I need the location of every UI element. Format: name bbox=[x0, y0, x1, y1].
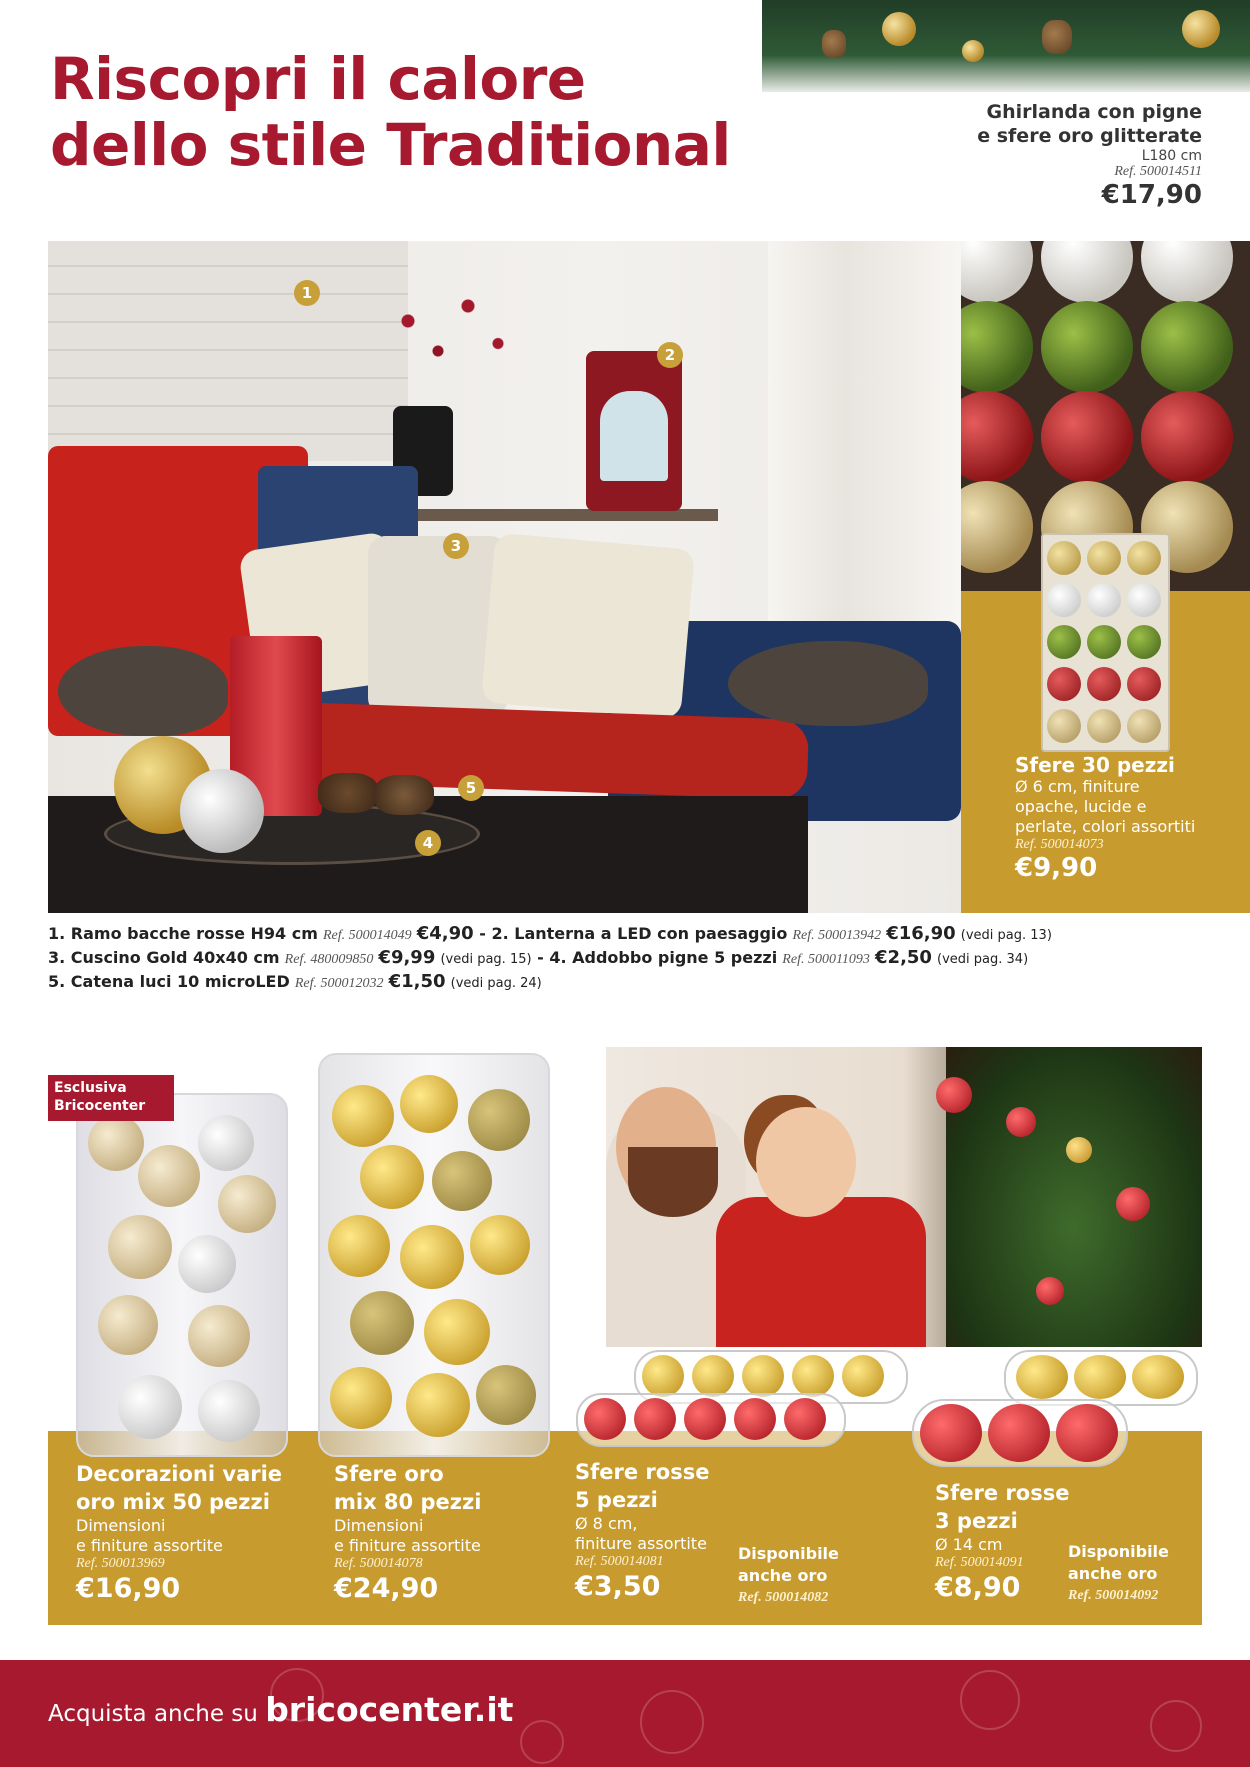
jar-gold-balls-image bbox=[318, 1053, 550, 1457]
footer-bar bbox=[0, 1660, 1250, 1767]
product-2-name-1: Sfere oro bbox=[334, 1462, 444, 1486]
legend-item3-name: 3. Cuscino Gold 40x40 cm bbox=[48, 948, 280, 967]
product-2-desc-1: Dimensioni bbox=[334, 1516, 424, 1535]
product-3-availability bbox=[738, 1543, 839, 1609]
exclusive-badge bbox=[48, 1075, 174, 1121]
product-1-ref: Ref. 500013969 bbox=[76, 1556, 165, 1571]
title-line-1: Riscopri il calore bbox=[50, 45, 586, 113]
jar-decorations-image bbox=[76, 1093, 288, 1457]
product-2-ref: Ref. 500014078 bbox=[334, 1556, 423, 1571]
product-1-desc-2: e finiture assortite bbox=[76, 1536, 223, 1555]
product-1-name-2: oro mix 50 pezzi bbox=[76, 1490, 270, 1514]
product-3-avail-2: anche oro bbox=[738, 1566, 828, 1585]
side-product-price: €9,90 bbox=[1015, 853, 1098, 883]
product-card-1 bbox=[76, 1460, 282, 1606]
product-1-desc-1: Dimensioni bbox=[76, 1516, 166, 1535]
marker-4: 4 bbox=[415, 830, 441, 856]
legend-item1-ref: Ref. 500014049 bbox=[323, 928, 412, 943]
product-4-name-2: 3 pezzi bbox=[935, 1509, 1018, 1533]
side-product-desc-2: opache, lucide e bbox=[1015, 797, 1147, 816]
product-4-ref: Ref. 500014091 bbox=[935, 1555, 1024, 1570]
badge-line-2: Bricocenter bbox=[54, 1098, 146, 1114]
legend-line-3 bbox=[48, 971, 1228, 995]
side-product-ref: Ref. 500014073 bbox=[1015, 837, 1104, 852]
legend-item4-note: (vedi pag. 34) bbox=[937, 952, 1029, 967]
product-3-desc-1: Ø 8 cm, bbox=[575, 1514, 638, 1533]
side-product-desc-3: perlate, colori assortiti bbox=[1015, 817, 1196, 836]
product-4-avail-1: Disponibile bbox=[1068, 1542, 1169, 1561]
legend-item4-name: 4. Addobbo pigne 5 pezzi bbox=[549, 948, 778, 967]
garland-dimension: L180 cm bbox=[1141, 148, 1202, 164]
legend-sep-2: - bbox=[531, 948, 550, 967]
legend-item3-ref: Ref. 480009850 bbox=[284, 952, 374, 967]
legend-line-1 bbox=[48, 923, 1228, 947]
marker-1: 1 bbox=[294, 280, 320, 306]
legend-item5-note: (vedi pag. 24) bbox=[450, 976, 542, 991]
product-3-name-1: Sfere rosse bbox=[575, 1460, 710, 1484]
side-product-text bbox=[1015, 753, 1195, 883]
garland-price: €17,90 bbox=[1101, 180, 1202, 210]
legend-item4-price: €2,50 bbox=[875, 947, 932, 968]
legend-item1-price: €4,90 bbox=[416, 923, 474, 944]
legend-item1-name: 1. Ramo bacche rosse H94 cm bbox=[48, 924, 318, 943]
badge-line-1: Esclusiva bbox=[54, 1080, 127, 1096]
legend-item4-ref: Ref. 500011093 bbox=[782, 952, 870, 967]
garland-name-2: e sfere oro glitterate bbox=[977, 125, 1202, 147]
legend-sep-1: - bbox=[473, 924, 492, 943]
product-3-desc-2: finiture assortite bbox=[575, 1534, 707, 1553]
gold-3-tube-image bbox=[1004, 1350, 1198, 1406]
page-title bbox=[50, 46, 731, 178]
side-product-name: Sfere 30 pezzi bbox=[1015, 753, 1175, 777]
product-3-avail-1: Disponibile bbox=[738, 1544, 839, 1563]
living-room-photo bbox=[48, 241, 961, 913]
product-1-name-1: Decorazioni varie bbox=[76, 1462, 283, 1486]
product-4-price: €8,90 bbox=[935, 1572, 1021, 1603]
legend-item2-name: 2. Lanterna a LED con paesaggio bbox=[491, 924, 788, 943]
product-1-price: €16,90 bbox=[76, 1573, 181, 1604]
ornament-box-image bbox=[1041, 533, 1170, 752]
product-3-price: €3,50 bbox=[575, 1571, 661, 1602]
legend-item5-price: €1,50 bbox=[388, 971, 446, 992]
garland-product-info bbox=[977, 100, 1202, 210]
garland-name-1: Ghirlanda con pigne bbox=[986, 101, 1202, 123]
red-3-tube-image bbox=[912, 1399, 1128, 1467]
product-3-name-2: 5 pezzi bbox=[575, 1488, 658, 1512]
product-card-4 bbox=[935, 1479, 1069, 1605]
product-card-2 bbox=[334, 1460, 481, 1606]
product-4-availability bbox=[1068, 1541, 1169, 1607]
product-3-ref: Ref. 500014081 bbox=[575, 1554, 664, 1569]
garland-image bbox=[762, 0, 1250, 92]
product-4-name-1: Sfere rosse bbox=[935, 1481, 1070, 1505]
legend-item5-ref: Ref. 500012032 bbox=[294, 976, 384, 991]
legend-item3-price: €9,99 bbox=[378, 947, 436, 968]
side-product-desc-1: Ø 6 cm, finiture bbox=[1015, 777, 1140, 796]
product-legend bbox=[48, 923, 1228, 995]
legend-item2-note: (vedi pag. 13) bbox=[960, 928, 1052, 943]
garland-ref: Ref. 500014511 bbox=[1114, 164, 1202, 179]
product-card-3 bbox=[575, 1458, 709, 1604]
marker-5: 5 bbox=[458, 775, 484, 801]
product-2-price: €24,90 bbox=[334, 1573, 439, 1604]
footer-site-link[interactable]: bricocenter.it bbox=[265, 1690, 514, 1729]
product-2-name-2: mix 80 pezzi bbox=[334, 1490, 482, 1514]
legend-item2-ref: Ref. 500013942 bbox=[792, 928, 882, 943]
side-product-panel bbox=[961, 241, 1250, 913]
marker-3: 3 bbox=[443, 533, 469, 559]
product-4-avail-2: anche oro bbox=[1068, 1564, 1158, 1583]
legend-item2-price: €16,90 bbox=[886, 923, 956, 944]
footer-label: Acquista anche su bbox=[48, 1701, 266, 1727]
marker-2: 2 bbox=[657, 342, 683, 368]
product-4-avail-ref: Ref. 500014092 bbox=[1068, 1588, 1159, 1603]
family-tree-photo bbox=[606, 1047, 1202, 1347]
title-line-2: dello stile Traditional bbox=[50, 111, 731, 179]
product-3-avail-ref: Ref. 500014082 bbox=[738, 1590, 829, 1605]
product-2-desc-2: e finiture assortite bbox=[334, 1536, 481, 1555]
legend-item3-note: (vedi pag. 15) bbox=[440, 952, 532, 967]
legend-item5-name: 5. Catena luci 10 microLED bbox=[48, 972, 290, 991]
product-4-desc-1: Ø 14 cm bbox=[935, 1535, 1003, 1554]
footer-text bbox=[48, 1690, 513, 1729]
legend-line-2 bbox=[48, 947, 1228, 971]
red-5-tube-image bbox=[576, 1393, 846, 1447]
